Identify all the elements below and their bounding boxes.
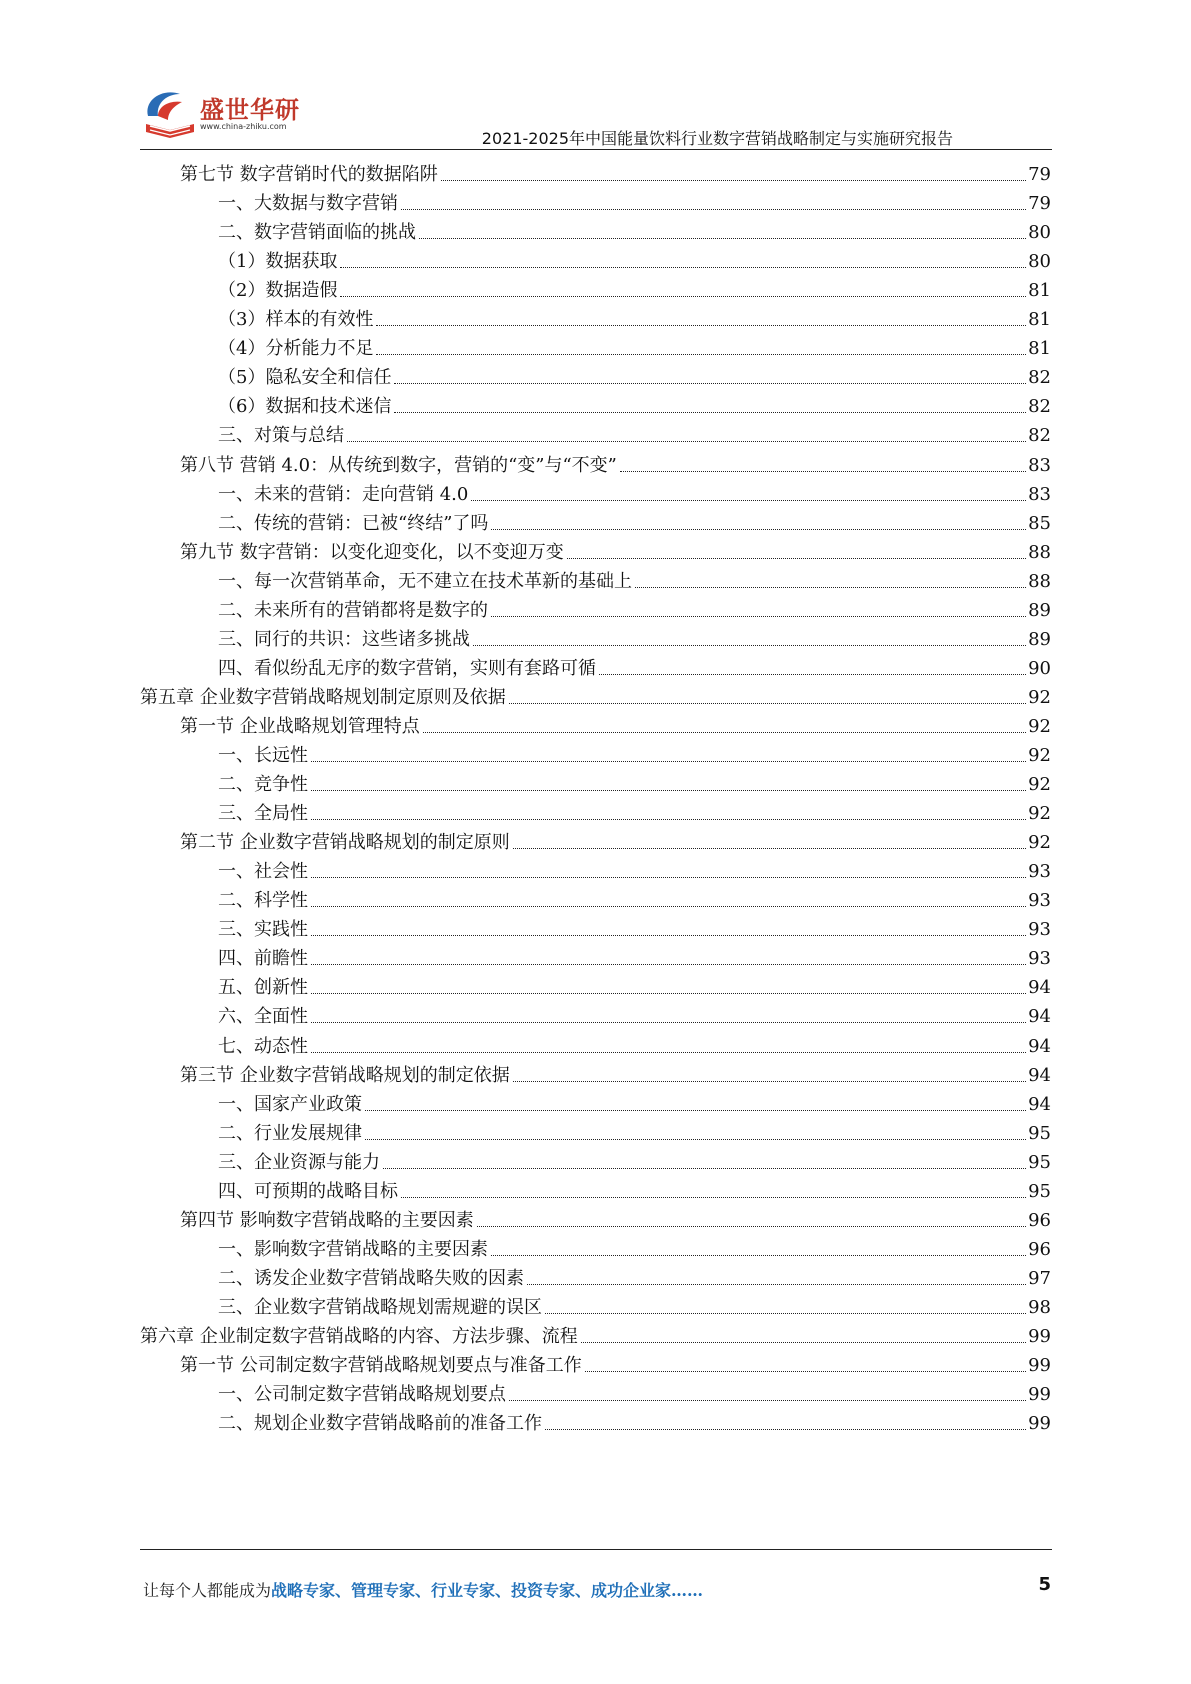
toc-entry-page: 99 bbox=[1028, 1326, 1051, 1347]
toc-entry-label: 二、科学性 bbox=[218, 890, 308, 912]
toc-entry-page: 81 bbox=[1028, 338, 1051, 360]
toc-entry[interactable] bbox=[218, 768, 1051, 796]
toc-entry-page: 92 bbox=[1028, 774, 1051, 796]
toc-entry[interactable] bbox=[218, 942, 1051, 970]
toc-entry-page: 99 bbox=[1028, 1355, 1051, 1377]
toc-entry-page: 92 bbox=[1028, 715, 1051, 737]
toc-entry[interactable] bbox=[180, 449, 1051, 477]
toc-entry-page: 89 bbox=[1028, 628, 1051, 650]
toc-leader-dots bbox=[311, 789, 1026, 791]
toc-leader-dots bbox=[599, 673, 1026, 675]
toc-entry[interactable] bbox=[218, 216, 1051, 244]
toc-entry-page: 83 bbox=[1028, 483, 1051, 505]
toc-entry-label: 五、创新性 bbox=[218, 977, 308, 999]
toc-entry-label: 一、社会性 bbox=[218, 861, 308, 883]
toc-entry-label: 第六章 企业制定数字营销战略的内容、方法步骤、流程 bbox=[140, 1326, 578, 1347]
toc-entry-page: 93 bbox=[1028, 948, 1051, 970]
toc-entry-label: 一、未来的营销：走向营销 4.0 bbox=[218, 483, 469, 505]
toc-leader-dots bbox=[509, 1399, 1026, 1401]
toc-leader-dots bbox=[545, 1428, 1026, 1430]
toc-entry-label: （2）数据造假 bbox=[218, 280, 338, 302]
toc-entry[interactable] bbox=[218, 245, 1051, 273]
toc-entry-label: 一、长远性 bbox=[218, 745, 308, 766]
toc-entry-label: 一、公司制定数字营销战略规划要点 bbox=[218, 1384, 506, 1406]
toc-entry-page: 80 bbox=[1028, 222, 1051, 244]
toc-entry[interactable] bbox=[218, 594, 1051, 622]
toc-entry-page: 96 bbox=[1028, 1209, 1051, 1231]
toc-entry-page: 85 bbox=[1028, 512, 1051, 534]
toc-entry-label: 第三节 企业数字营销战略规划的制定依据 bbox=[180, 1064, 510, 1086]
toc-entry-page: 80 bbox=[1028, 251, 1051, 273]
toc-entry[interactable] bbox=[140, 681, 1051, 709]
toc-entry-page: 92 bbox=[1028, 832, 1051, 854]
toc-entry[interactable] bbox=[218, 739, 1051, 767]
toc-leader-dots bbox=[423, 731, 1026, 733]
toc-entry[interactable] bbox=[218, 1146, 1051, 1174]
toc-entry-page: 89 bbox=[1028, 599, 1051, 621]
toc-entry[interactable] bbox=[180, 1204, 1051, 1232]
toc-leader-dots bbox=[383, 1167, 1026, 1169]
toc-entry-page: 92 bbox=[1028, 803, 1051, 825]
toc-entry[interactable] bbox=[180, 710, 1051, 738]
toc-entry[interactable] bbox=[218, 1378, 1051, 1406]
toc-entry-page: 94 bbox=[1028, 977, 1051, 999]
toc-entry[interactable] bbox=[218, 187, 1051, 215]
brand-logo bbox=[140, 86, 310, 148]
toc-entry-label: 三、全局性 bbox=[218, 803, 308, 825]
toc-leader-dots bbox=[394, 382, 1026, 384]
toc-leader-dots bbox=[340, 266, 1026, 268]
toc-entry-page: 79 bbox=[1028, 164, 1051, 185]
toc-entry-page: 88 bbox=[1028, 541, 1051, 563]
toc-entry-label: 三、企业数字营销战略规划需规避的误区 bbox=[218, 1296, 542, 1318]
toc-entry[interactable] bbox=[180, 1059, 1051, 1087]
toc-leader-dots bbox=[401, 1196, 1026, 1198]
toc-leader-dots bbox=[635, 586, 1026, 588]
toc-leader-dots bbox=[567, 557, 1026, 559]
toc-leader-dots bbox=[513, 1080, 1026, 1082]
toc-entry-label: （4）分析能力不足 bbox=[218, 338, 374, 360]
toc-entry[interactable] bbox=[218, 652, 1051, 680]
toc-entry[interactable] bbox=[140, 1320, 1051, 1348]
toc-entry[interactable] bbox=[180, 536, 1051, 564]
toc-entry-label: （3）样本的有效性 bbox=[218, 309, 374, 331]
toc-entry-label: 二、行业发展规律 bbox=[218, 1122, 362, 1144]
toc-leader-dots bbox=[347, 440, 1026, 442]
toc-entry[interactable] bbox=[180, 158, 1051, 186]
toc-entry-page: 92 bbox=[1028, 686, 1051, 708]
toc-leader-dots bbox=[311, 818, 1026, 820]
toc-entry-page: 98 bbox=[1028, 1296, 1051, 1318]
toc-leader-dots bbox=[311, 905, 1026, 907]
toc-entry-page: 97 bbox=[1028, 1267, 1051, 1289]
toc-entry[interactable] bbox=[218, 303, 1051, 331]
toc-entry-page: 79 bbox=[1028, 193, 1051, 215]
toc-entry[interactable] bbox=[218, 797, 1051, 825]
toc-entry-label: 六、全面性 bbox=[218, 1006, 308, 1028]
toc-entry-label: （6）数据和技术迷信 bbox=[218, 396, 392, 418]
toc-entry[interactable] bbox=[180, 826, 1051, 854]
slogan-prefix: 让每个人都能成为 bbox=[143, 1581, 272, 1600]
toc-entry-label: （5）隐私安全和信任 bbox=[218, 367, 392, 389]
toc-entry[interactable] bbox=[218, 507, 1051, 535]
footer-divider bbox=[140, 1549, 1052, 1550]
toc-entry-label: 二、传统的营销：已被“终结”了吗 bbox=[218, 512, 489, 534]
toc-entry-page: 92 bbox=[1028, 745, 1051, 766]
toc-entry-label: 二、竞争性 bbox=[218, 774, 308, 796]
toc-entry-label: 三、企业资源与能力 bbox=[218, 1151, 380, 1173]
toc-entry[interactable] bbox=[180, 1349, 1051, 1377]
toc-leader-dots bbox=[311, 1051, 1026, 1053]
toc-leader-dots bbox=[311, 876, 1026, 878]
toc-entry-label: 二、规划企业数字营销战略前的准备工作 bbox=[218, 1413, 542, 1435]
toc-leader-dots bbox=[394, 411, 1026, 413]
toc-entry[interactable] bbox=[218, 1291, 1051, 1319]
toc-entry[interactable] bbox=[218, 1407, 1051, 1435]
toc-entry[interactable] bbox=[218, 390, 1051, 418]
toc-leader-dots bbox=[419, 237, 1026, 239]
toc-entry-label: （1）数据获取 bbox=[218, 251, 338, 273]
toc-entry-label: 第八节 营销 4.0：从传统到数字，营销的“变”与“不变” bbox=[180, 454, 617, 476]
toc-leader-dots bbox=[513, 847, 1026, 849]
toc-leader-dots bbox=[473, 644, 1026, 646]
toc-entry-label: 四、看似纷乱无序的数字营销，实则有套路可循 bbox=[218, 657, 596, 679]
toc-entry-label: 二、未来所有的营销都将是数字的 bbox=[218, 599, 488, 621]
toc-entry[interactable] bbox=[218, 419, 1051, 447]
toc-entry-label: 第四节 影响数字营销战略的主要因素 bbox=[180, 1209, 474, 1231]
toc-entry-label: 三、对策与总结 bbox=[218, 425, 344, 447]
toc-entry-page: 81 bbox=[1028, 309, 1051, 331]
toc-entry-label: 四、可预期的战略目标 bbox=[218, 1180, 398, 1202]
toc-entry[interactable] bbox=[218, 623, 1051, 651]
toc-entry-page: 82 bbox=[1028, 396, 1051, 418]
toc-entry[interactable] bbox=[218, 884, 1051, 912]
toc-entry-label: 二、诱发企业数字营销战略失败的因素 bbox=[218, 1267, 524, 1289]
toc-leader-dots bbox=[477, 1225, 1026, 1227]
toc-entry-page: 82 bbox=[1028, 425, 1051, 447]
toc-entry-label: 三、同行的共识：这些诸多挑战 bbox=[218, 628, 470, 650]
toc-entry-label: 七、动态性 bbox=[218, 1035, 308, 1057]
toc-entry-page: 96 bbox=[1028, 1238, 1051, 1260]
toc-entry-page: 90 bbox=[1028, 657, 1051, 679]
toc-entry[interactable] bbox=[218, 855, 1051, 883]
toc-leader-dots bbox=[491, 528, 1026, 530]
toc-leader-dots bbox=[311, 963, 1026, 965]
toc-entry-page: 82 bbox=[1028, 367, 1051, 389]
toc-leader-dots bbox=[491, 1254, 1026, 1256]
toc-entry-page: 81 bbox=[1028, 280, 1051, 302]
toc-entry[interactable] bbox=[218, 361, 1051, 389]
toc-entry-label: 三、实践性 bbox=[218, 919, 308, 941]
toc-leader-dots bbox=[527, 1283, 1026, 1285]
toc-entry-label: 一、影响数字营销战略的主要因素 bbox=[218, 1238, 488, 1260]
toc-entry-page: 93 bbox=[1028, 919, 1051, 941]
toc-entry-page: 94 bbox=[1028, 1093, 1051, 1115]
toc-entry-page: 95 bbox=[1028, 1151, 1051, 1173]
toc-leader-dots bbox=[545, 1312, 1026, 1314]
toc-leader-dots bbox=[311, 934, 1026, 936]
toc-entry[interactable] bbox=[218, 1262, 1051, 1290]
toc-entry-label: 第九节 数字营销：以变化迎变化，以不变迎万变 bbox=[180, 541, 564, 563]
footer-slogan bbox=[143, 1578, 703, 1601]
toc-entry-page: 99 bbox=[1028, 1413, 1051, 1435]
toc-entry-label: 第一节 企业战略规划管理特点 bbox=[180, 715, 420, 737]
toc-entry-page: 95 bbox=[1028, 1122, 1051, 1144]
toc-leader-dots bbox=[471, 499, 1026, 501]
toc-entry-page: 99 bbox=[1028, 1384, 1051, 1406]
toc-entry-label: 第二节 企业数字营销战略规划的制定原则 bbox=[180, 832, 510, 854]
brand-url: www.china-zhiku.com bbox=[200, 122, 287, 131]
toc-entry-page: 95 bbox=[1028, 1180, 1051, 1202]
toc-leader-dots bbox=[401, 208, 1026, 210]
toc-entry-label: 一、国家产业政策 bbox=[218, 1093, 362, 1115]
toc-entry-label: 四、前瞻性 bbox=[218, 948, 308, 970]
toc-entry[interactable] bbox=[218, 1233, 1051, 1261]
toc-entry-page: 93 bbox=[1028, 890, 1051, 912]
toc-leader-dots bbox=[365, 1109, 1026, 1111]
toc-leader-dots bbox=[509, 702, 1026, 704]
toc-entry[interactable] bbox=[218, 913, 1051, 941]
toc-entry-label: 第七节 数字营销时代的数据陷阱 bbox=[180, 164, 438, 185]
page-header bbox=[0, 0, 1191, 148]
toc-entry-label: 第五章 企业数字营销战略规划制定原则及依据 bbox=[140, 686, 506, 708]
toc-entry-page: 94 bbox=[1028, 1064, 1051, 1086]
toc-entry[interactable] bbox=[218, 1117, 1051, 1145]
toc-entry[interactable] bbox=[218, 1030, 1051, 1058]
toc-entry-label: 二、数字营销面临的挑战 bbox=[218, 222, 416, 244]
toc-leader-dots bbox=[581, 1341, 1026, 1343]
toc-leader-dots bbox=[376, 324, 1026, 326]
book-swirl-icon bbox=[140, 86, 200, 146]
toc-leader-dots bbox=[376, 353, 1026, 355]
toc-leader-dots bbox=[491, 615, 1026, 617]
toc-entry[interactable] bbox=[218, 565, 1051, 593]
brand-name: 盛世华研 bbox=[200, 96, 300, 124]
toc-leader-dots bbox=[620, 470, 1026, 472]
toc-entry[interactable] bbox=[218, 332, 1051, 360]
toc-leader-dots bbox=[441, 179, 1026, 181]
toc-entry[interactable] bbox=[218, 478, 1051, 506]
toc-entry-page: 94 bbox=[1028, 1035, 1051, 1057]
toc-leader-dots bbox=[311, 760, 1026, 762]
toc-entry-page: 88 bbox=[1028, 570, 1051, 592]
toc-entry[interactable] bbox=[218, 1000, 1051, 1028]
toc-entry-page: 94 bbox=[1028, 1006, 1051, 1028]
toc-leader-dots bbox=[311, 1021, 1026, 1023]
slogan-highlight: 战略专家、管理专家、行业专家、投资专家、成功企业家…… bbox=[271, 1581, 704, 1600]
toc-entry-label: 一、大数据与数字营销 bbox=[218, 193, 398, 215]
toc-entry-label: 第一节 公司制定数字营销战略规划要点与准备工作 bbox=[180, 1355, 582, 1377]
page-number: 5 bbox=[1038, 1574, 1051, 1595]
toc-leader-dots bbox=[585, 1370, 1026, 1372]
toc-leader-dots bbox=[365, 1138, 1026, 1140]
toc-entry[interactable] bbox=[218, 1088, 1051, 1116]
header-divider bbox=[140, 149, 1052, 150]
report-title: 2021-2025年中国能量饮料行业数字营销战略制定与实施研究报告 bbox=[481, 129, 953, 148]
toc-entry-label: 一、每一次营销革命，无不建立在技术革新的基础上 bbox=[218, 570, 632, 592]
toc-entry-page: 93 bbox=[1028, 861, 1051, 883]
toc-entry-page: 83 bbox=[1028, 454, 1051, 476]
toc-entry[interactable] bbox=[218, 971, 1051, 999]
toc-entry[interactable] bbox=[218, 1175, 1051, 1203]
toc-entry[interactable] bbox=[218, 274, 1051, 302]
toc-leader-dots bbox=[340, 295, 1026, 297]
toc-leader-dots bbox=[311, 992, 1026, 994]
